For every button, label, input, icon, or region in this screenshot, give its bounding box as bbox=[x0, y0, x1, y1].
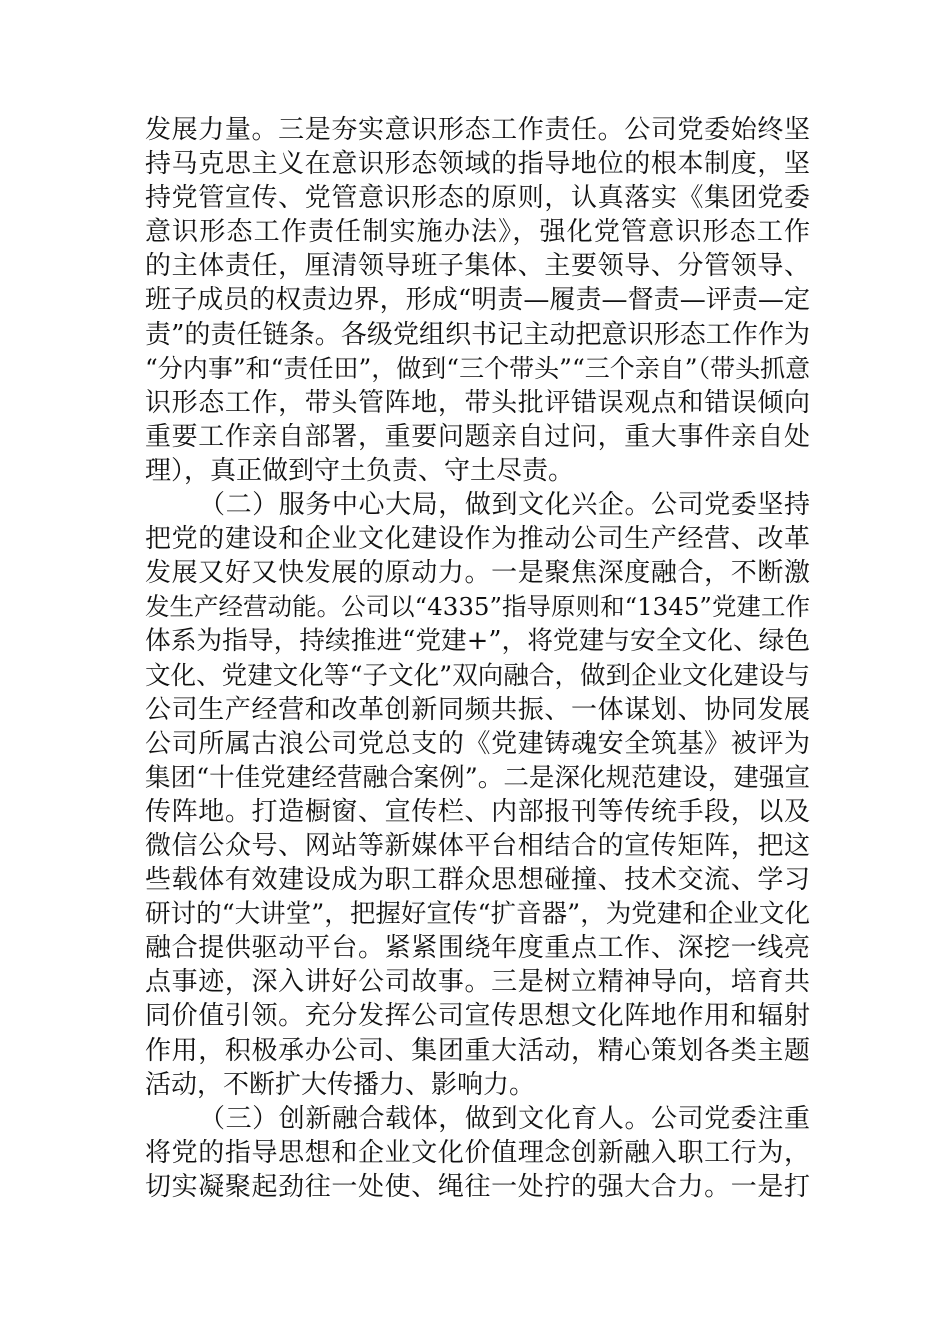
text-line: 同价值引领。充分发挥公司宣传思想文化阵地作用和辐射 bbox=[145, 1001, 810, 1032]
document-body bbox=[145, 113, 810, 1204]
text-line: 传阵地。打造橱窗、宣传栏、内部报刊等传统手段，以及 bbox=[145, 796, 810, 827]
text-line: 班子成员的权责边界，形成“明责—履责—督责—评责—定 bbox=[145, 285, 810, 316]
text-line: 意识形态工作责任制实施办法》，强化党管意识形态工作 bbox=[145, 217, 810, 248]
text-line: 重要工作亲自部署，重要问题亲自过问，重大事件亲自处 bbox=[145, 421, 810, 452]
text-line: 理），真正做到守土负责、守土尽责。 bbox=[145, 455, 575, 486]
text-line: 体系为指导，持续推进“党建+”，将党建与安全文化、绿色 bbox=[145, 626, 811, 657]
text-line: 文化、党建文化等“子文化”双向融合，做到企业文化建设与 bbox=[145, 660, 810, 691]
text-line: 发展力量。三是夯实意识形态工作责任。公司党委始终坚 bbox=[145, 115, 810, 145]
text-line: 将党的指导思想和企业文化价值理念创新融入职工行为， bbox=[145, 1137, 810, 1168]
paragraph-start-line: （二）服务中心大局，做到文化兴企。公司党委坚持 bbox=[199, 490, 810, 521]
paragraph-start-line: （三）创新融合载体，做到文化育人。公司党委注重 bbox=[199, 1103, 810, 1134]
text-line: 识形态工作，带头管阵地，带头批评错误观点和错误倾向 bbox=[145, 387, 810, 418]
text-line: 发展又好又快发展的原动力。一是聚焦深度融合，不断激 bbox=[145, 558, 810, 589]
text-line: 微信公众号、网站等新媒体平台相结合的宣传矩阵，把这 bbox=[145, 830, 810, 861]
text-line: 发生产经营动能。公司以“4335”指导原则和“1345”党建工作 bbox=[145, 592, 810, 622]
text-line: 集团“十佳党建经营融合案例”。二是深化规范建设，建强宣 bbox=[145, 762, 810, 793]
text-line: 把党的建设和企业文化建设作为推动公司生产经营、改革 bbox=[145, 524, 810, 555]
text-line: 作用，积极承办公司、集团重大活动，精心策划各类主题 bbox=[145, 1035, 810, 1066]
text-line: 持马克思主义在意识形态领域的指导地位的根本制度，坚 bbox=[145, 149, 810, 180]
text-line: 活动，不断扩大传播力、影响力。 bbox=[145, 1069, 536, 1100]
text-line: 责”的责任链条。各级党组织书记主动把意识形态工作作为 bbox=[145, 319, 810, 350]
text-line: 融合提供驱动平台。紧紧围绕年度重点工作、深挖一线亮 bbox=[145, 933, 810, 964]
text-line: 的主体责任，厘清领导班子集体、主要领导、分管领导、 bbox=[145, 251, 810, 282]
text-line: 切实凝聚起劲往一处使、绳往一处拧的强大合力。一是打 bbox=[145, 1171, 810, 1202]
text-line: 持党管宣传、党管意识形态的原则，认真落实《集团党委 bbox=[145, 183, 810, 214]
text-line: 些载体有效建设成为职工群众思想碰撞、技术交流、学习 bbox=[145, 865, 810, 896]
text-line: 点事迹，深入讲好公司故事。三是树立精神导向，培育共 bbox=[145, 967, 810, 998]
text-line: 公司生产经营和改革创新同频共振、一体谋划、协同发展 bbox=[145, 694, 810, 725]
text-line: “分内事”和“责任田”，做到“三个带头”“三个亲自”（带头抓意 bbox=[145, 353, 811, 383]
text-line: 公司所属古浪公司党总支的《党建铸魂安全筑基》被评为 bbox=[145, 728, 810, 759]
text-line: 研讨的“大讲堂”，把握好宣传“扩音器”，为党建和企业文化 bbox=[145, 899, 810, 930]
